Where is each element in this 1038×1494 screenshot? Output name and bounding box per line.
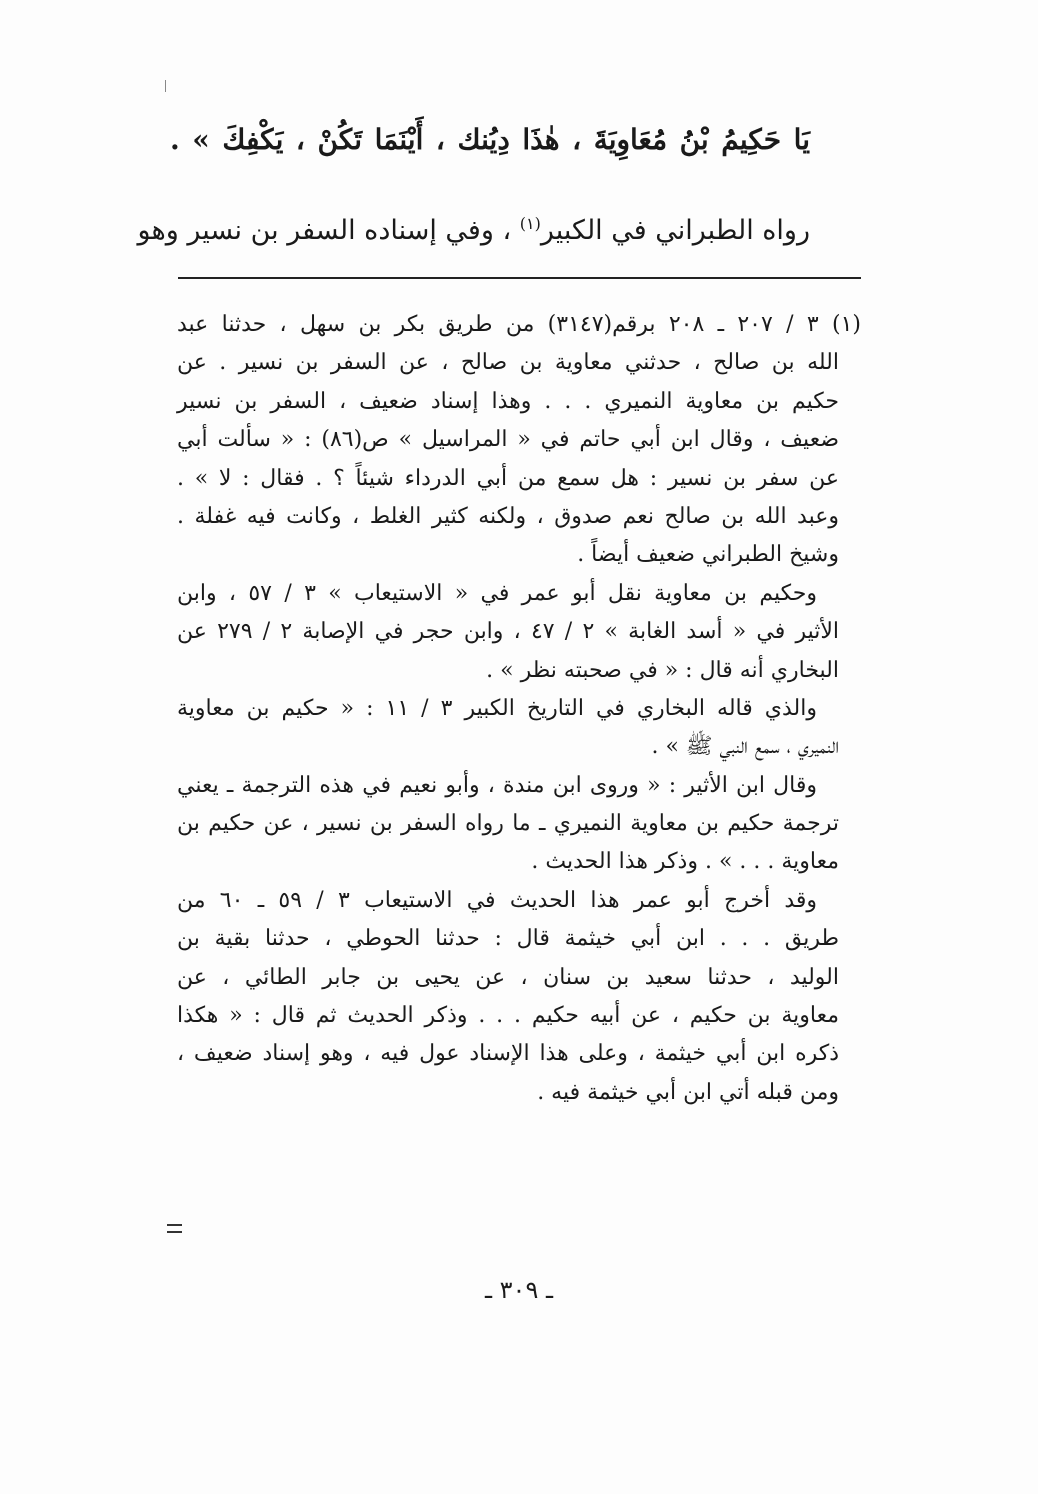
narration-line (137, 213, 810, 248)
footnote-reference: (١) (519, 214, 541, 233)
page-number: ـ ٣٠٩ ـ (484, 1276, 553, 1304)
narration-text-end: ، وفي إسناده السفر بن نسير وهو (137, 215, 520, 246)
footnote-line: ذكره ابن أبي خيثمة ، وعلى هذا الإسناد عول فيه ، وهو إسناد ضعيف ، (177, 1041, 840, 1067)
footnotes-block (177, 306, 861, 1112)
footnote-line: الله بن صالح ، حدثني معاوية بن صالح ، عن السفر بن نسير . عن (177, 350, 839, 376)
footnote-line: عن سفر بن نسير : هل سمع من أبي الدرداء شيئاً ؟ . فقال : لا » . (177, 465, 839, 491)
margin-tick (165, 80, 166, 92)
footnote-line: ضعيف ، وقال ابن أبي حاتم في « المراسيل » ص(٨٦) : « سألت أبي (177, 427, 839, 453)
footnote-line: وقد أخرج أبو عمر هذا الحديث في الاستيعاب ٣ / ٥٩ ـ ٦٠ من (177, 887, 818, 913)
footnote-line: البخاري أنه قال : « في صحبته نظر » . (486, 657, 839, 683)
footnote-line: النميري ، سمع النبي ﷺ » . (651, 734, 839, 760)
hadith-text-line: يَا حَكِيمُ بْنُ مُعَاوِيَةَ ، هٰذَا دِيُنك ، أَيْنَمَا تَكُنْ ، يَكْفِكَ » . (170, 123, 810, 156)
footnote-line: معاوية . . . » . وذكر هذا الحديث . (531, 849, 839, 875)
margin-equals-mark (167, 1224, 182, 1238)
footnote-line: وحكيم بن معاوية نقل أبو عمر في « الاستيعاب » ٣ / ٥٧ ، وابن (177, 580, 817, 606)
footnote-line: حكيم بن معاوية النميري . . . وهذا إسناد ضعيف ، السفر بن نسير (177, 388, 839, 414)
footnote-line: معاوية بن حكيم ، عن أبيه حكيم . . . وذكر الحديث ثم قال : « هكذا (177, 1003, 839, 1029)
footnote-line: ومن قبله أتي ابن أبي خيثمة فيه . (537, 1079, 839, 1105)
footnote-line: الوليد ، حدثنا سعيد بن سنان ، عن يحيى بن جابر الطائي ، عن (177, 964, 839, 990)
footnote-line: (١) ٣ / ٢٠٧ ـ ٢٠٨ برقم(٣١٤٧) من طريق بكر بن سهل ، حدثنا عبد (177, 312, 861, 337)
footnote-line: ترجمة حكيم بن معاوية النميري ـ ما رواه السفر بن نسير ، عن حكيم بن (177, 811, 839, 837)
footnote-separator (178, 277, 861, 279)
footnote-line: وشيخ الطبراني ضعيف أيضاً . (577, 542, 839, 568)
footnote-line: الأثير في « أسد الغابة » ٢ / ٤٧ ، وابن حجر في الإصابة ٢ / ٢٧٩ عن (177, 619, 840, 645)
footnote-line: والذي قاله البخاري في التاريخ الكبير ٣ / ١١ : « حكيم بن معاوية (177, 695, 817, 721)
narration-text-start: رواه الطبراني في الكبير (540, 215, 810, 246)
footnote-line: وقال ابن الأثير : « وروى ابن مندة ، وأبو نعيم في هذه الترجمة ـ يعني (177, 772, 817, 798)
footnote-line: طريق . . . ابن أبي خيثمة قال : حدثنا الحوطي ، حدثنا بقية بن (177, 926, 839, 952)
footnote-line: وعبد الله بن صالح نعم صدوق ، ولكنه كثير الغلط ، وكانت فيه غفلة . (177, 503, 839, 529)
